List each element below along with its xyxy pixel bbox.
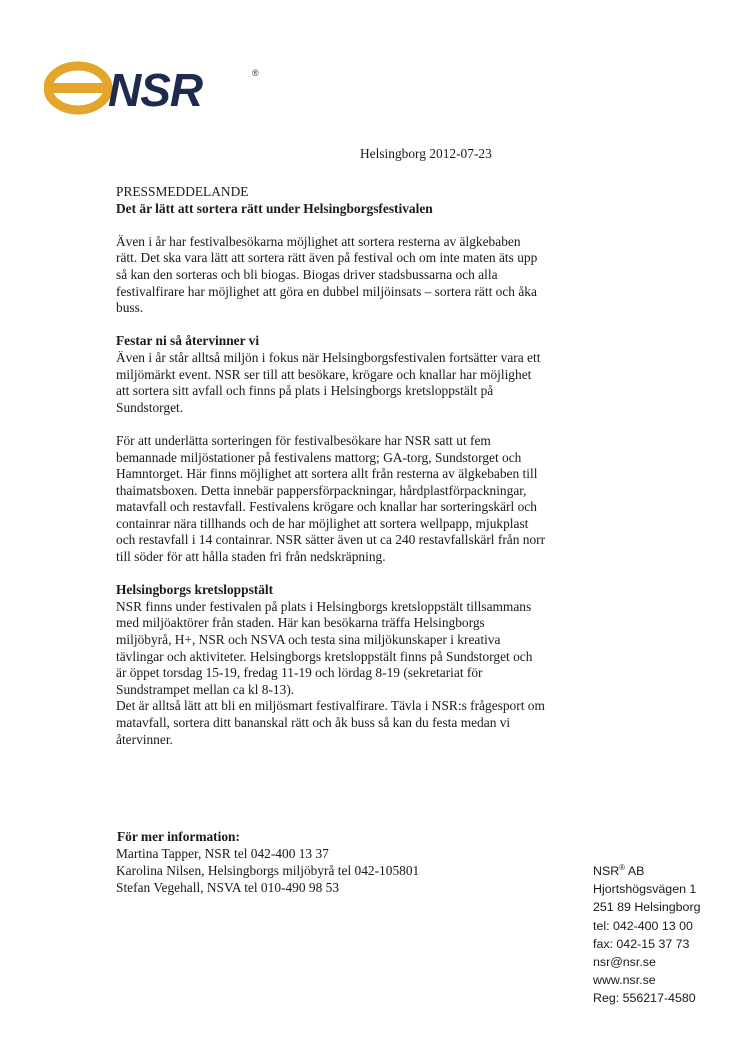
contact-heading: För mer information: bbox=[117, 829, 240, 844]
nsr-logo bbox=[44, 60, 266, 116]
address-city: 251 89 Helsingborg bbox=[593, 900, 701, 915]
intro-line: Även i år har festivalbesökarna möjlighet att sortera resterna av älgkebaben bbox=[116, 233, 521, 249]
logo-text: NSR bbox=[108, 64, 203, 116]
section3-line: NSR finns under festivalen på plats i Helsingborgs kretsloppstält tillsammans bbox=[116, 598, 532, 614]
press-release-label: PRESSMEDDELANDE bbox=[116, 184, 249, 199]
section2-line: bemannade miljöstationer på festivalens mattorg; GA-torg, Sundstorget och bbox=[116, 449, 522, 465]
contact-line: Martina Tapper, NSR tel 042-400 13 37 bbox=[116, 846, 329, 861]
intro-line: festivalfirare har möjlighet att göra en dubbel miljöinsats – sortera rätt och åka bbox=[116, 283, 537, 299]
section2-line: matavfall och restavfall. Festivalens krögare och knallar har sorteringskärl och bbox=[116, 499, 537, 515]
intro-line: buss. bbox=[116, 300, 144, 316]
section-heading-festar: Festar ni så återvinner vi bbox=[116, 333, 260, 349]
section1-line: miljömärkt event. NSR ser till att besökare, krögare och knallar har möjlighet bbox=[116, 366, 532, 382]
contact-line: Karolina Nilsen, Helsingborgs miljöbyrå tel 042-105801 bbox=[116, 863, 420, 878]
company-address bbox=[593, 862, 743, 1008]
section3-line: är öppet torsdag 15-19, fredag 11-19 och lördag 8-19 (sekretariat för bbox=[116, 665, 483, 681]
section2-line: För att underlätta sorteringen för festivalbesökare har NSR satt ut fem bbox=[116, 432, 491, 448]
section2-line: thaimatsboxen. Detta innebär pappersförpackningar, hårdplastförpackningar, bbox=[116, 482, 527, 498]
address-website: www.nsr.se bbox=[593, 973, 656, 988]
address-phone: tel: 042-400 13 00 bbox=[593, 918, 693, 933]
section3-line: Det är alltså lätt att bli en miljösmart festivalfirare. Tävla i NSR:s frågesport om bbox=[116, 698, 545, 714]
section1-line: att sortera sitt avfall och finns på plats i Helsingborgs kretsloppstält på bbox=[116, 383, 494, 399]
address-fax: fax: 042-15 37 73 bbox=[593, 936, 690, 951]
contact-info bbox=[116, 828, 536, 896]
section2-line: containrar nära tillhands och de har möjlighet att sortera wellpapp, mjukplast bbox=[116, 515, 529, 531]
press-release-title: Det är lätt att sortera rätt under Helsingborgsfestivalen bbox=[116, 200, 433, 216]
logo-registered-mark: ® bbox=[252, 68, 259, 78]
address-email: nsr@nsr.se bbox=[593, 955, 656, 970]
intro-line: rätt. Det ska vara lätt att sortera rätt även på festival och om inte maten äts upp bbox=[116, 250, 538, 266]
section2-line: till söder för att hålla staden fri från nedskräpning. bbox=[116, 549, 386, 565]
section3-line: återvinner. bbox=[116, 731, 173, 747]
intro-line: så kan den sorteras och bli biogas. Biogas driver stadsbussarna och alla bbox=[116, 266, 498, 282]
section2-line: Hamntorget. Här finns möjlighet att sortera allt från resterna av älgkebaben till bbox=[116, 466, 538, 482]
section2-line: och restavfall i 14 containrar. NSR sätter även ut ca 240 restavfallskärl från norr bbox=[116, 532, 546, 548]
company-name: NSR® AB bbox=[593, 862, 645, 878]
section3-line: Sundstrampet mellan ca kl 8-13). bbox=[116, 681, 295, 697]
contact-line: Stefan Vegehall, NSVA tel 010-490 98 53 bbox=[116, 880, 340, 895]
address-registration: Reg: 556217-4580 bbox=[593, 991, 696, 1006]
section3-line: med miljöaktörer från staden. Här kan besökarna träffa Helsingborgs bbox=[116, 615, 485, 631]
section3-line: tävlingar och aktiviteter. Helsingborgs kretsloppstält finns på Sundstorget och bbox=[116, 648, 533, 664]
nsr-logo-mark bbox=[44, 60, 266, 116]
section3-line: miljöbyrå, H+, NSR och NSVA och testa sina miljökunskaper i kreativa bbox=[116, 632, 501, 648]
date-line: Helsingborg 2012-07-23 bbox=[360, 146, 492, 161]
address-street: Hjortshögsvägen 1 bbox=[593, 882, 697, 897]
section3-line: matavfall, sortera ditt bananskal rätt och åk buss så kan du festa medan vi bbox=[116, 715, 511, 730]
press-release-body bbox=[116, 184, 616, 748]
section-heading-kretsloppstalt: Helsingborgs kretsloppstält bbox=[116, 582, 274, 598]
section1-line: Även i år står alltså miljön i fokus när Helsingborgsfestivalen fortsätter vara ett bbox=[116, 349, 541, 365]
section1-line: Sundstorget. bbox=[116, 399, 184, 415]
